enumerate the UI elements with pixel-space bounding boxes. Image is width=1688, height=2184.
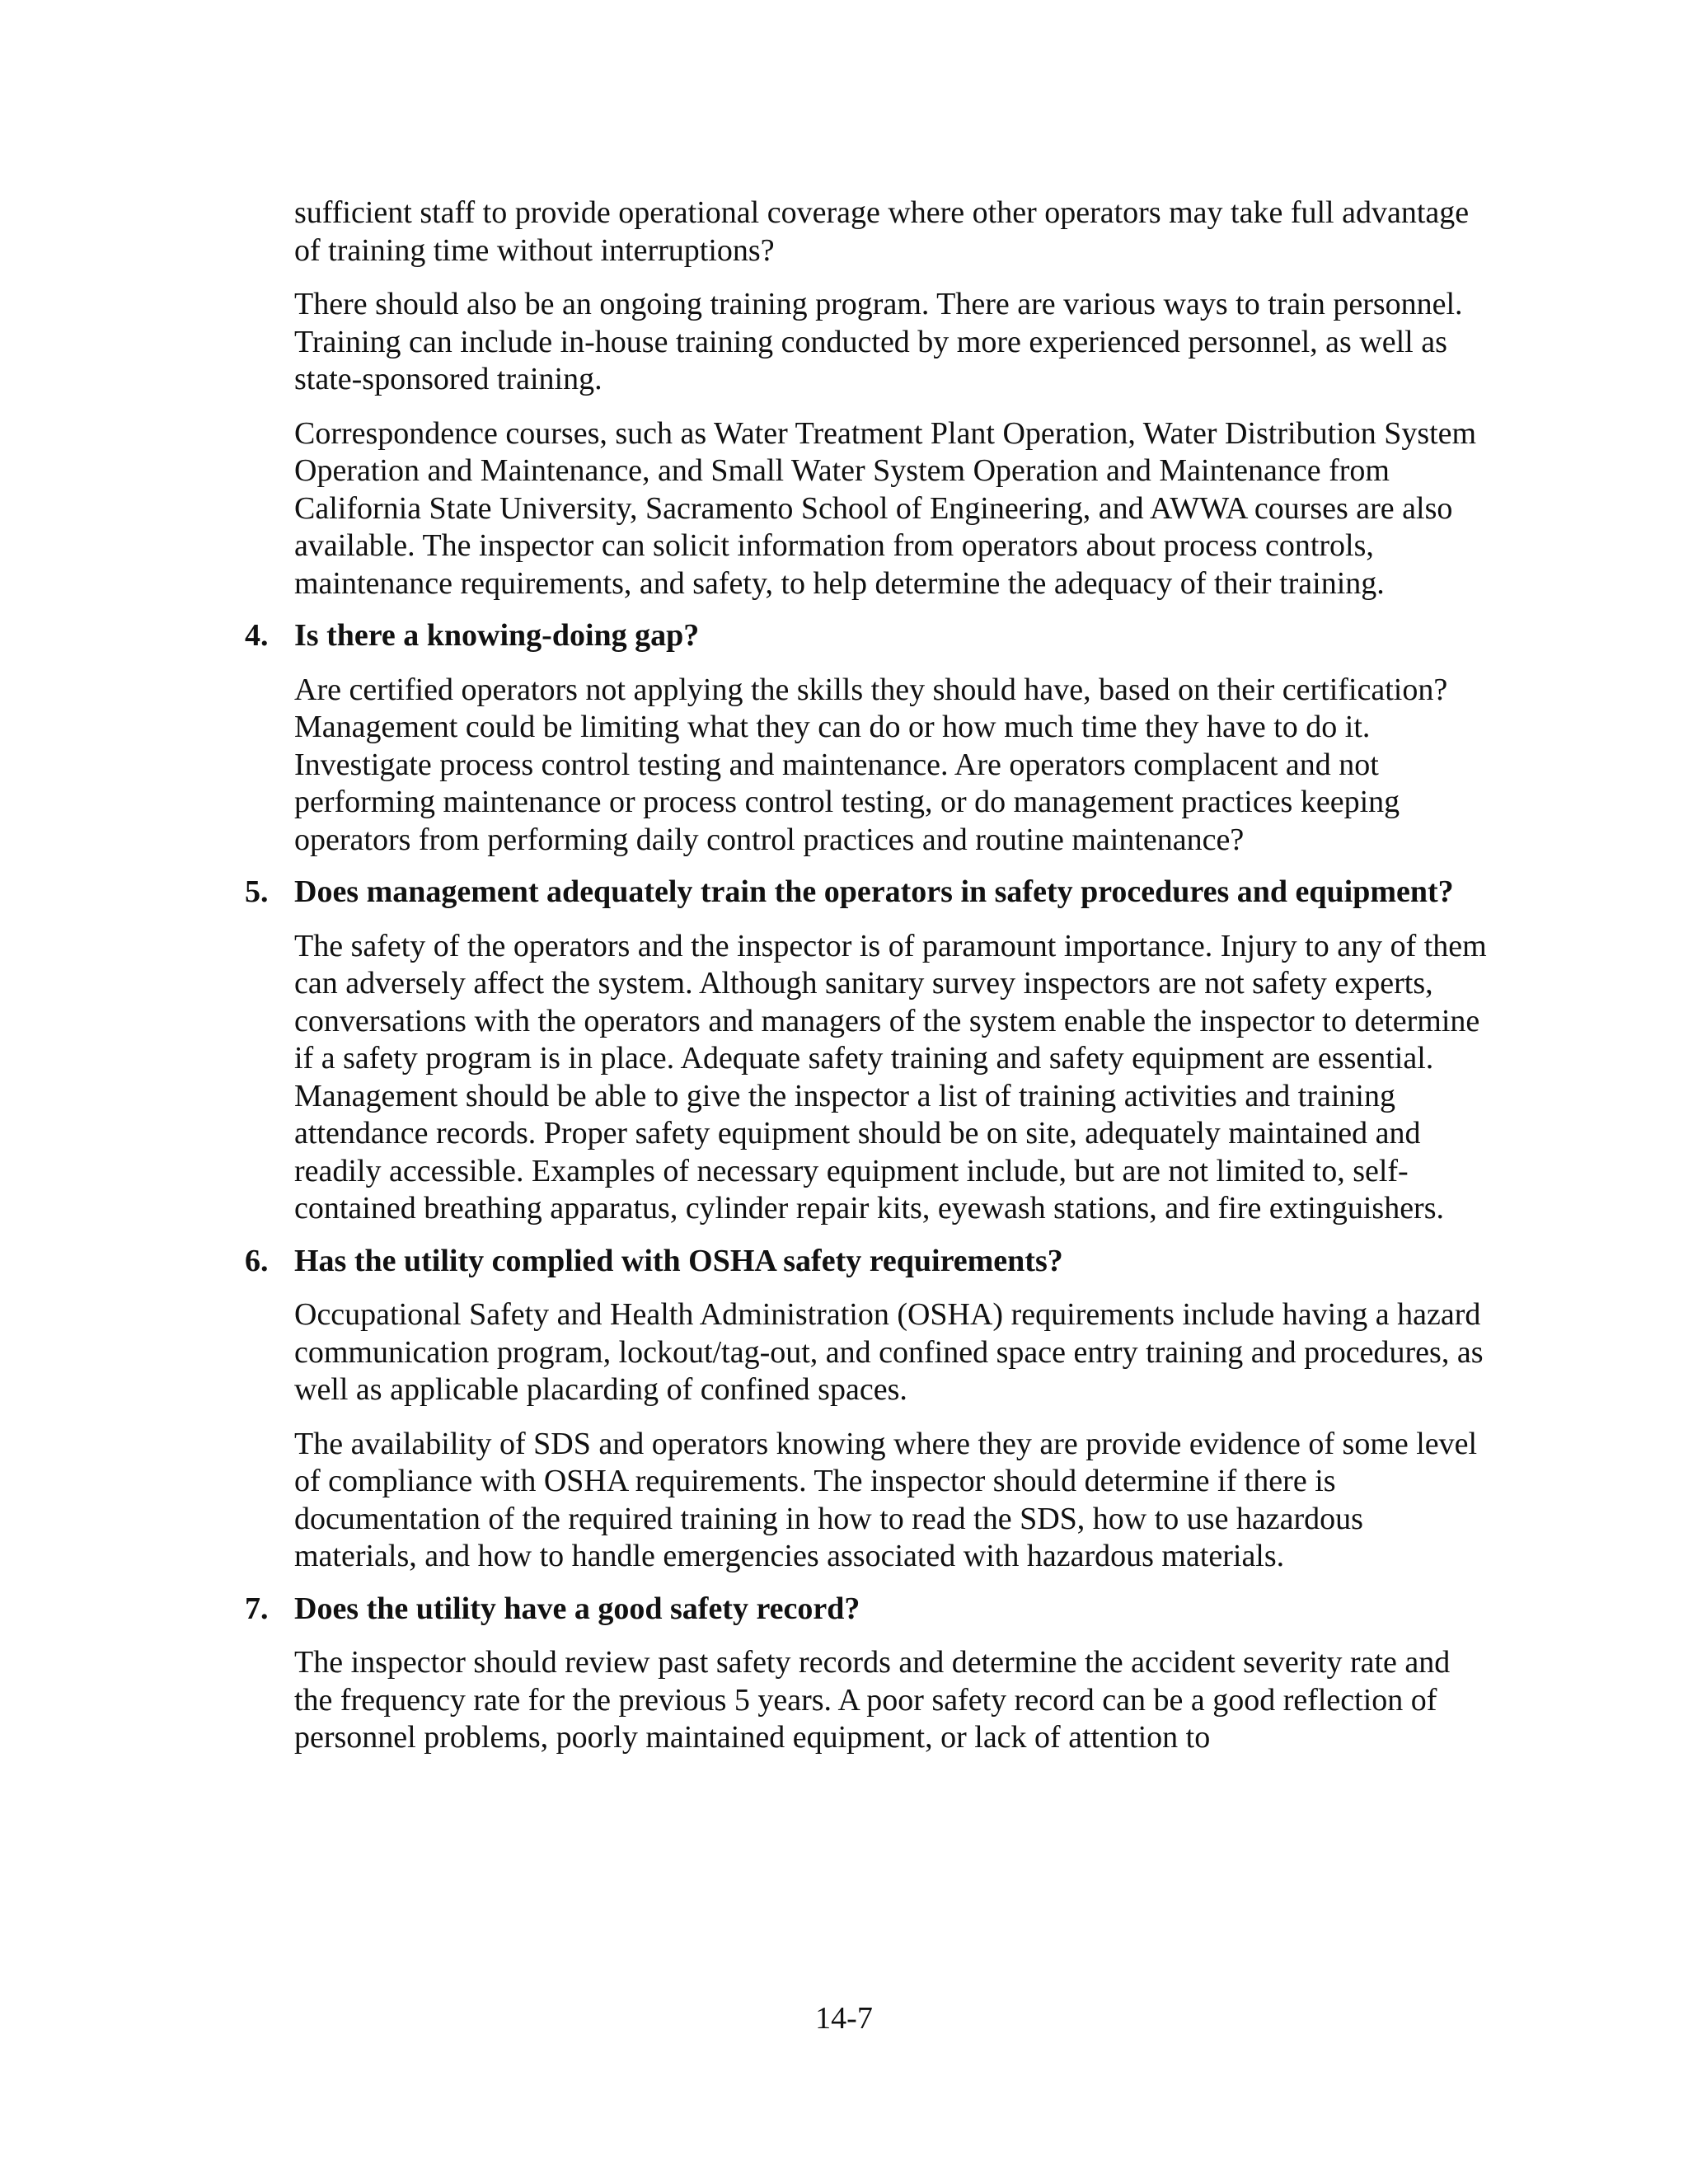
question-text: Has the utility complied with OSHA safety requirements?	[294, 1243, 1063, 1278]
question-paragraph: Occupational Safety and Health Administration (OSHA) requirements include having a hazard communication program, lockout/tag-out, and confined space entry training and procedures, as well as applicable placarding of confined spaces.	[294, 1297, 1484, 1407]
question-heading	[245, 1591, 1489, 1629]
intro-paragraph: There should also be an ongoing training program. There are various ways to train personnel. Training can include in-house training conducted by more experienced personnel, as well as state-sponsored training.	[294, 287, 1463, 396]
question-section-4	[245, 617, 1489, 859]
intro-paragraph: Correspondence courses, such as Water Treatment Plant Operation, Water Distribution System Operation and Maintenance, and Small Water System Operation and Maintenance from California State University, Sacramento School of Engineering, and AWWA courses are also available. The inspector can solicit information from operators about process controls, maintenance requirements, and safety, to help determine the adequacy of their training.	[294, 415, 1477, 601]
question-heading	[245, 617, 1489, 655]
question-number: 7.	[245, 1591, 269, 1626]
page-number: 14-7	[815, 2001, 873, 2036]
question-text: Is there a knowing-doing gap?	[294, 618, 700, 653]
question-heading	[245, 874, 1489, 912]
question-text: Does management adequately train the operators in safety procedures and equipment?	[294, 874, 1454, 909]
question-paragraph: The availability of SDS and operators knowing where they are provide evidence of some level of compliance with OSHA requirements. The inspector should determine if there is documentation of the required training in how to read the SDS, how to use hazardous materials, and how to handle emergencies associated with hazardous materials.	[294, 1426, 1478, 1573]
question-number: 6.	[245, 1243, 269, 1278]
question-number: 4.	[245, 618, 269, 653]
intro-paragraph: sufficient staff to provide operational coverage where other operators may take full advantage of training time without interruptions?	[294, 195, 1470, 268]
question-section-7	[245, 1591, 1489, 1757]
question-paragraph: Are certified operators not applying the skills they should have, based on their certification? Management could be limiting what they can do or how much time they have to do it. Investigate process control testing and maintenance. Are operators complacent and not performing maintenance or process control testing, or do management practices keeping operators from performing daily control practices and routine maintenance?	[294, 672, 1448, 857]
question-section-6	[245, 1243, 1489, 1576]
question-heading	[245, 1243, 1489, 1281]
question-number: 5.	[245, 874, 269, 909]
question-section-5	[245, 874, 1489, 1228]
question-text: Does the utility have a good safety record?	[294, 1591, 860, 1626]
question-paragraph: The safety of the operators and the inspector is of paramount importance. Injury to any of them can adversely affect the system. Although sanitary survey inspectors are not safety experts, conversations with the operators and managers of the system enable the inspector to determine if a safety program is in place. Adequate safety training and safety equipment are essential. Management should be able to give the inspector a list of training activities and training attendance records. Proper safety equipment should be on site, adequately maintained and readily accessible. Examples of necessary equipment include, but are not limited to, self-contained breathing apparatus, cylinder repair kits, eyewash stations, and fire extinguishers.	[294, 928, 1487, 1226]
question-paragraph: The inspector should review past safety records and determine the accident severity rate and the frequency rate for the previous 5 years. A poor safety record can be a good reflection of personnel problems, poorly maintained equipment, or lack of attention to	[294, 1645, 1451, 1755]
page-content	[245, 194, 1489, 1757]
